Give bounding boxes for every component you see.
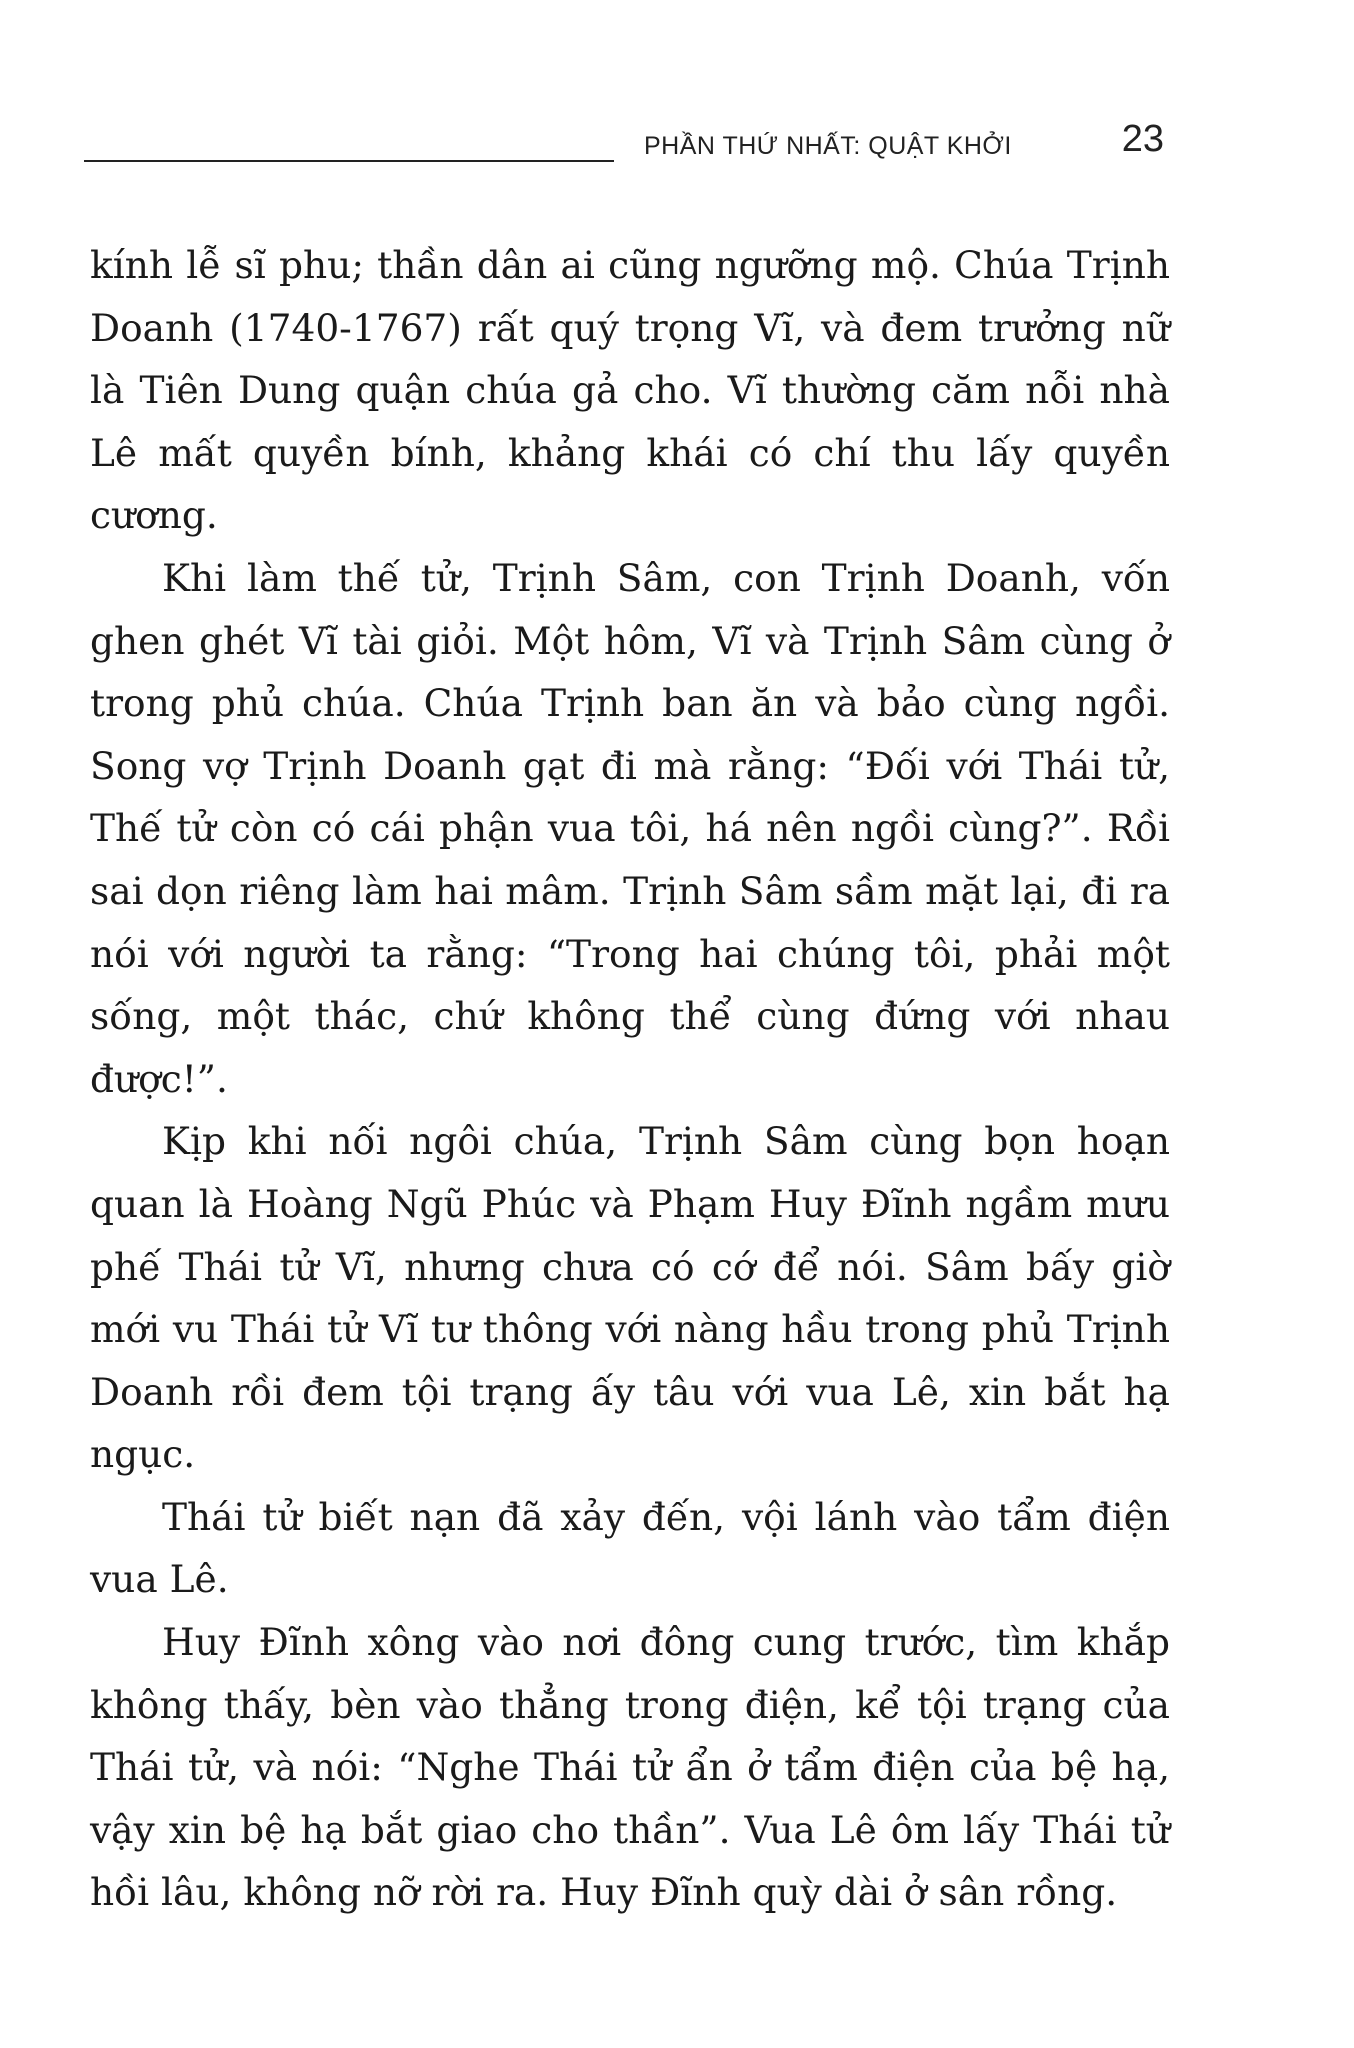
header-rule xyxy=(84,160,614,162)
paragraph: Khi làm thế tử, Trịnh Sâm, con Trịnh Doanh, vốn ghen ghét Vĩ tài giỏi. Một hôm, Vĩ và Trịnh Sâm cùng ở trong phủ chúa. Chúa Trịnh ban ăn và bảo cùng ngồi. Song vợ Trịnh Doanh gạt đi mà rằng: “Đối với Thái tử, Thế tử còn có cái phận vua tôi, há nên ngồi cùng?”. Rồi sai dọn riêng làm hai mâm. Trịnh Sâm sầm mặt lại, đi ra nói với người ta rằng: “Trong hai chúng tôi, phải một sống, một thác, chứ không thể cùng đứng với nhau được!”. xyxy=(90,555,1170,1101)
page-number: 23 xyxy=(1121,118,1164,160)
body-text xyxy=(90,234,1170,1924)
running-title: PHẦN THỨ NHẤT: QUẬT KHỞI xyxy=(644,132,1012,160)
paragraph: Huy Đĩnh xông vào nơi đông cung trước, tìm khắp không thấy, bèn vào thẳng trong điện, kể tội trạng của Thái tử, và nói: “Nghe Thái tử ẩn ở tẩm điện của bệ hạ, vậy xin bệ hạ bắt giao cho thần”. Vua Lê ôm lấy Thái tử hồi lâu, không nỡ rời ra. Huy Đĩnh quỳ dài ở sân rồng. xyxy=(90,1620,1170,1915)
paragraph: Thái tử biết nạn đã xảy đến, vội lánh vào tẩm điện vua Lê. xyxy=(90,1494,1170,1602)
page-header xyxy=(84,100,1164,170)
paragraph: Kịp khi nối ngôi chúa, Trịnh Sâm cùng bọn hoạn quan là Hoàng Ngũ Phúc và Phạm Huy Đĩnh ngầm mưu phế Thái tử Vĩ, nhưng chưa có cớ để nói. Sâm bấy giờ mới vu Thái tử Vĩ tư thông với nàng hầu trong phủ Trịnh Doanh rồi đem tội trạng ấy tâu với vua Lê, xin bắt hạ ngục. xyxy=(90,1119,1170,1477)
paragraph-continuation: kính lễ sĩ phu; thần dân ai cũng ngưỡng mộ. Chúa Trịnh Doanh (1740-1767) rất quý trọng Vĩ, và đem trưởng nữ là Tiên Dung quận chúa gả cho. Vĩ thường căm nỗi nhà Lê mất quyền bính, khảng khái có chí thu lấy quyền cương. xyxy=(90,243,1170,538)
